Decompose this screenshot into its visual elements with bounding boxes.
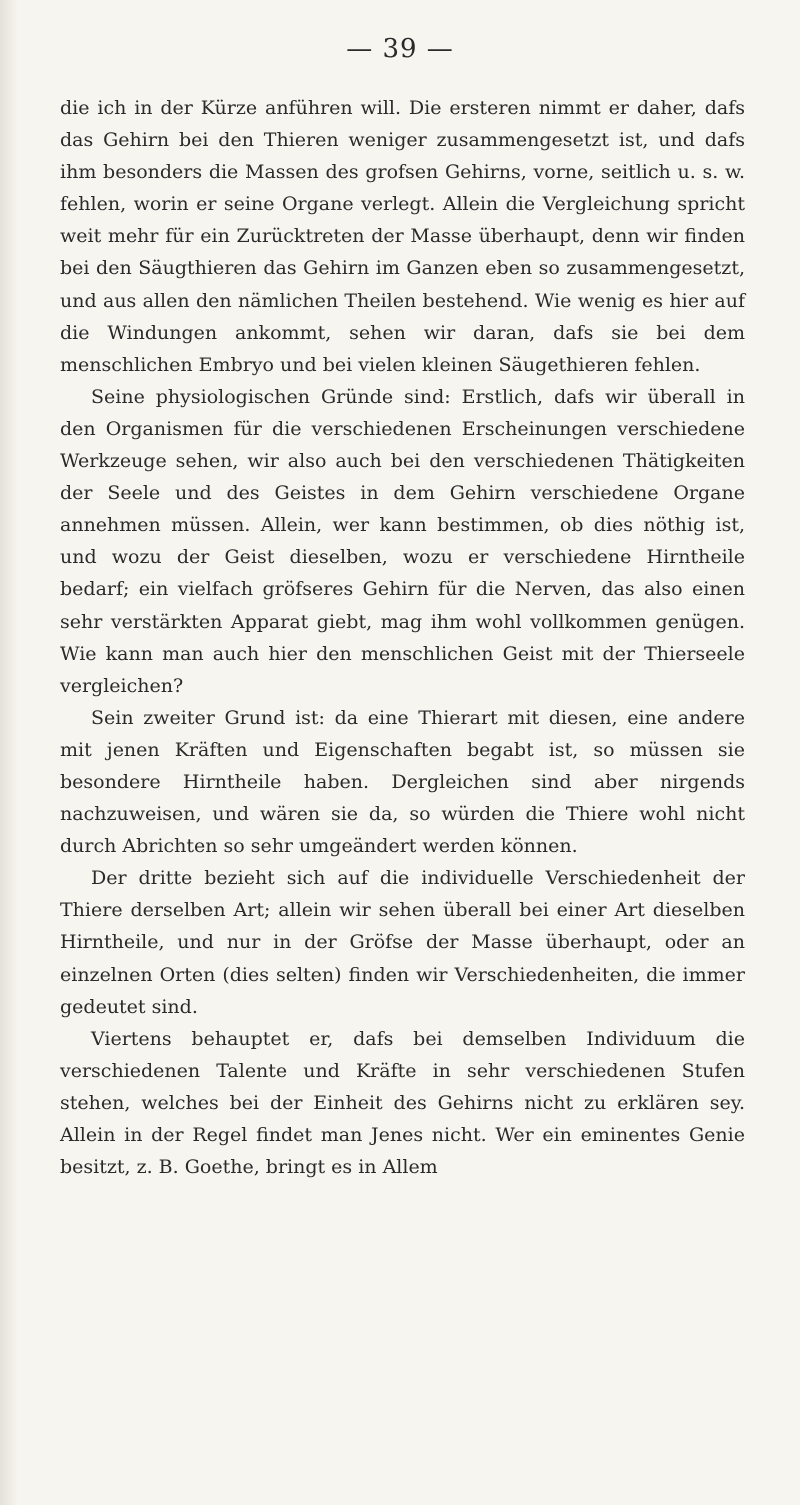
paragraph: die ich in der Kürze anführen will. Die ersteren nimmt er daher, dafs das Gehirn bei den Thieren weniger zusammengesetzt ist, und dafs ihm besonders die Massen des grofsen Gehirns, vorne, seitlich u. s. w. fehlen, worin er seine Organe verlegt. Allein die Vergleichung spricht weit mehr für ein Zurücktreten der Masse überhaupt, denn wir finden bei den Säugthieren das Gehirn im Ganzen eben so zusammengesetzt, und aus allen den nämlichen Theilen bestehend. Wie wenig es hier auf die Windungen ankommt, sehen wir daran, dafs sie bei dem menschlichen Embryo und bei vielen kleinen Säugethieren fehlen. xyxy=(60,97,745,376)
paragraph: Der dritte bezieht sich auf die individuelle Verschiedenheit der Thiere derselben Art; allein wir sehen überall bei einer Art dieselben Hirntheile, und nur in der Gröfse der Masse überhaupt, oder an einzelnen Orten (dies selten) finden wir Verschiedenheiten, die immer gedeutet sind. xyxy=(60,867,745,1018)
body-text xyxy=(60,92,745,1183)
paragraph: Viertens behauptet er, dafs bei demselben Individuum die verschiedenen Talente und Kräfte in sehr verschiedenen Stufen stehen, welches bei der Einheit des Gehirns nicht zu erklären sey. Allein in der Regel findet man Jenes nicht. Wer ein eminentes Genie besitzt, z. B. Goethe, bringt es in Allem xyxy=(60,1027,745,1179)
paragraph: Sein zweiter Grund ist: da eine Thierart mit diesen, eine andere mit jenen Kräften und Eigenschaften begabt ist, so müssen sie besondere Hirntheile haben. Dergleichen sind aber nirgends nachzuweisen, und wären sie da, so würden die Thiere wohl nicht durch Abrichten so sehr umgeändert werden können. xyxy=(60,706,745,858)
paragraph: Seine physiologischen Gründe sind: Erstlich, dafs wir überall in den Organismen für die verschiedenen Erscheinungen verschiedene Werkzeuge sehen, wir also auch bei den verschiedenen Thätigkeiten der Seele und des Geistes in dem Gehirn verschiedene Organe annehmen müssen. Allein, wer kann bestimmen, ob dies nöthig ist, und wozu der Geist dieselben, wozu er verschiedene Hirntheile bedarf; ein vielfach gröfseres Gehirn für die Nerven, das also einen sehr verstärkten Apparat giebt, mag ihm wohl vollkommen genügen. Wie kann man auch hier den menschlichen Geist mit der Thierseele vergleichen? xyxy=(60,385,745,697)
binding-edge xyxy=(0,0,18,1505)
page-number: — 39 — xyxy=(346,34,454,64)
